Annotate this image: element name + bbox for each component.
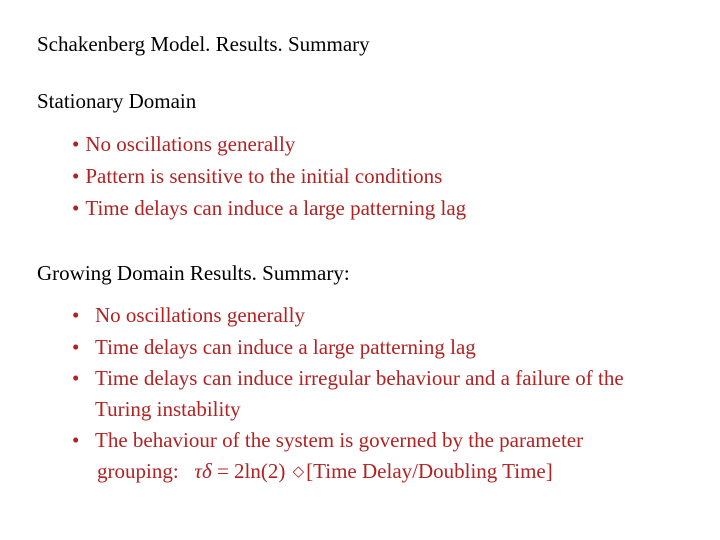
list-item-line: The behaviour of the system is governed by the parameter [95,428,584,452]
bullet-icon: • [72,334,80,359]
list-item-text [95,363,624,425]
grouping-prefix: grouping: [97,459,195,483]
list-item-text: Time delays can induce a large patterning lag [85,196,467,220]
bullet-icon: • [72,366,80,390]
list-item-text: Pattern is sensitive to the initial conditions [85,164,443,188]
growing-domain-heading: Growing Domain Results. Summary: [37,261,350,285]
grouping-suffix: [Time Delay/Doubling Time] [306,459,553,483]
list-item-text: No oscillations generally [95,303,305,327]
bullet-icon: • [72,428,80,452]
list-item [72,192,466,224]
tau-delta-symbol: τδ [194,459,212,483]
growing-results-list [72,300,712,487]
list-item [72,300,712,332]
list-item-line: Time delays can induce irregular behaviour and a failure of the [95,366,624,390]
list-item [72,363,712,425]
bullet-icon: • [72,132,80,156]
list-item [72,128,466,160]
slide-title: Schakenberg Model. Results. Summary [37,32,370,56]
bullet-icon: • [72,164,80,188]
bullet-icon: • [72,196,80,220]
list-item-text: No oscillations generally [85,132,296,156]
list-item [72,160,466,192]
list-item [72,425,712,487]
stationary-domain-heading: Stationary Domain [37,89,197,113]
stationary-results-list [72,128,466,224]
list-item [72,332,712,364]
list-item-continuation: Turing instability [95,397,241,421]
list-item-text [95,425,583,487]
grouping-equation: = 2ln(2) [211,459,291,483]
parameter-grouping-line [95,456,583,487]
list-item-text: Time delays can induce a large patterning lag [95,334,476,359]
bullet-icon: • [72,303,80,327]
diamond-arrow-icon: ◇ [292,462,305,480]
